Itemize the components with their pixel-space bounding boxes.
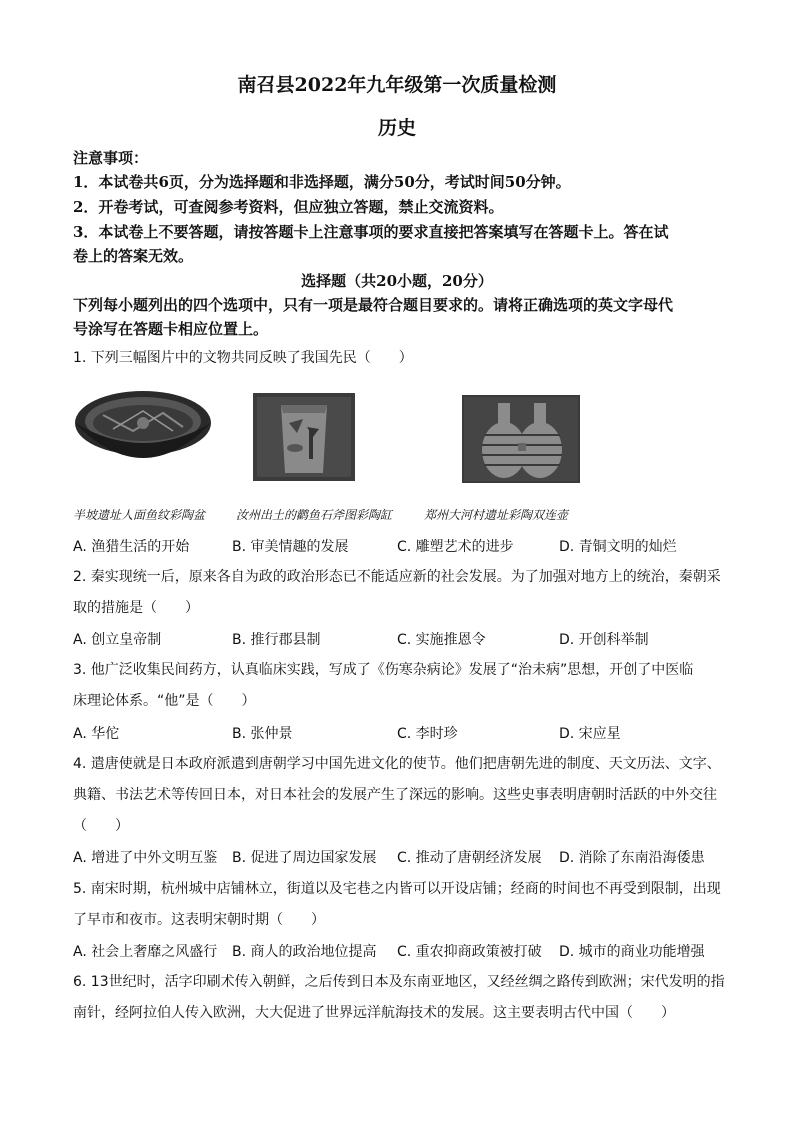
question-4-cont: （ ） [73, 818, 129, 834]
question-2-cont: 取的措施是（ ） [73, 600, 199, 616]
question-1: 1. 下列三幅图片中的文物共同反映了我国先民（ ） [73, 350, 413, 366]
option-d: D. 开创科举制 [559, 632, 649, 648]
option-d: D. 消除了东南沿海倭患 [559, 850, 705, 866]
option-c: C. 雕塑艺术的进步 [397, 539, 514, 555]
section-intro: 号涂写在答题卡相应位置上。 [73, 320, 269, 338]
question-6: 6. 13世纪时，活字印刷术传入朝鲜，之后传到日本及东南亚地区，又经丝绸之路传到欧洲；宋代发明的指 [73, 974, 725, 990]
notice-item: 2．开卷考试，可查阅参考资料，但应独立答题，禁止交流资料。 [73, 198, 504, 216]
option-a: A. 渔猎生活的开始 [73, 539, 190, 555]
option-d: D. 宋应星 [559, 726, 621, 742]
notice-item: 3．本试卷上不要答题，请按答题卡上注意事项的要求直接把答案填写在答题卡上。答在试 [73, 223, 669, 241]
section-intro: 下列每小题列出的四个选项中，只有一项是最符合题目要求的。请将正确选项的英文字母代 [73, 296, 674, 314]
image-caption: 郑州大河村遗址彩陶双连壶 [424, 508, 569, 522]
notice-item: 卷上的答案无效。 [73, 247, 194, 265]
option-d: D. 青铜文明的灿烂 [559, 539, 677, 555]
option-a: A. 华佗 [73, 726, 120, 742]
option-b: B. 张仲景 [232, 726, 293, 742]
question-5-cont: 了早市和夜市。这表明宋朝时期（ ） [73, 912, 325, 928]
option-c: C. 李时珍 [397, 726, 458, 742]
option-a: A. 增进了中外文明互鉴 [73, 850, 218, 866]
question-2: 2. 秦实现统一后，原来各自为政的政治形态已不能适应新的社会发展。为了加强对地方上的统治，秦朝采 [73, 569, 721, 585]
option-b: B. 促进了周边国家发展 [232, 850, 377, 866]
question-3: 3. 他广泛收集民间药方，认真临床实践，写成了《伤寒杂病论》发展了“治未病”思想，开创了中医临 [73, 662, 694, 678]
subject-title: 历史 [377, 117, 416, 139]
question-4: 4. 遣唐使就是日本政府派遣到唐朝学习中国先进文化的使节。他们把唐朝先进的制度、天文历法、文字、 [73, 756, 721, 772]
stork-fish-axe-jar-image [253, 393, 355, 481]
option-d: D. 城市的商业功能增强 [559, 944, 705, 960]
exam-title: 南召县2022年九年级第一次质量检测 [237, 74, 557, 96]
question-5: 5. 南宋时期，杭州城中店铺林立，街道以及宅巷之内皆可以开设店铺；经商的时间也不再受到限制，出现 [73, 881, 721, 897]
option-c: C. 实施推恩令 [397, 632, 486, 648]
option-a: A. 创立皇帝制 [73, 632, 162, 648]
option-b: B. 推行郡县制 [232, 632, 321, 648]
option-c: C. 推动了唐朝经济发展 [397, 850, 542, 866]
notice-item: 1．本试卷共6页，分为选择题和非选择题，满分50分，考试时间50分钟。 [73, 173, 571, 191]
notice-heading: 注意事项： [73, 149, 149, 167]
section-title: 选择题（共20小题，20分） [301, 272, 493, 290]
double-linked-pot-image [462, 395, 580, 483]
question-6-cont: 南针，经阿拉伯人传入欧洲，大大促进了世界远洋航海技术的发展。这主要表明古代中国（ ） [73, 1005, 675, 1021]
option-a: A. 社会上奢靡之风盛行 [73, 944, 218, 960]
question-3-cont: 床理论体系。“他”是（ ） [73, 693, 256, 709]
option-b: B. 商人的政治地位提高 [232, 944, 377, 960]
option-b: B. 审美情趣的发展 [232, 539, 349, 555]
image-caption: 半坡遗址人面鱼纹彩陶盆 [73, 508, 206, 522]
painted-pottery-basin-image [73, 383, 213, 488]
option-c: C. 重农抑商政策被打破 [397, 944, 542, 960]
image-caption: 汝州出土的鹳鱼石斧图彩陶缸 [236, 508, 393, 522]
question-4-cont: 典籍、书法艺术等传回日本，对日本社会的发展产生了深远的影响。这些史事表明唐朝时活跃的中外交往 [73, 787, 717, 803]
